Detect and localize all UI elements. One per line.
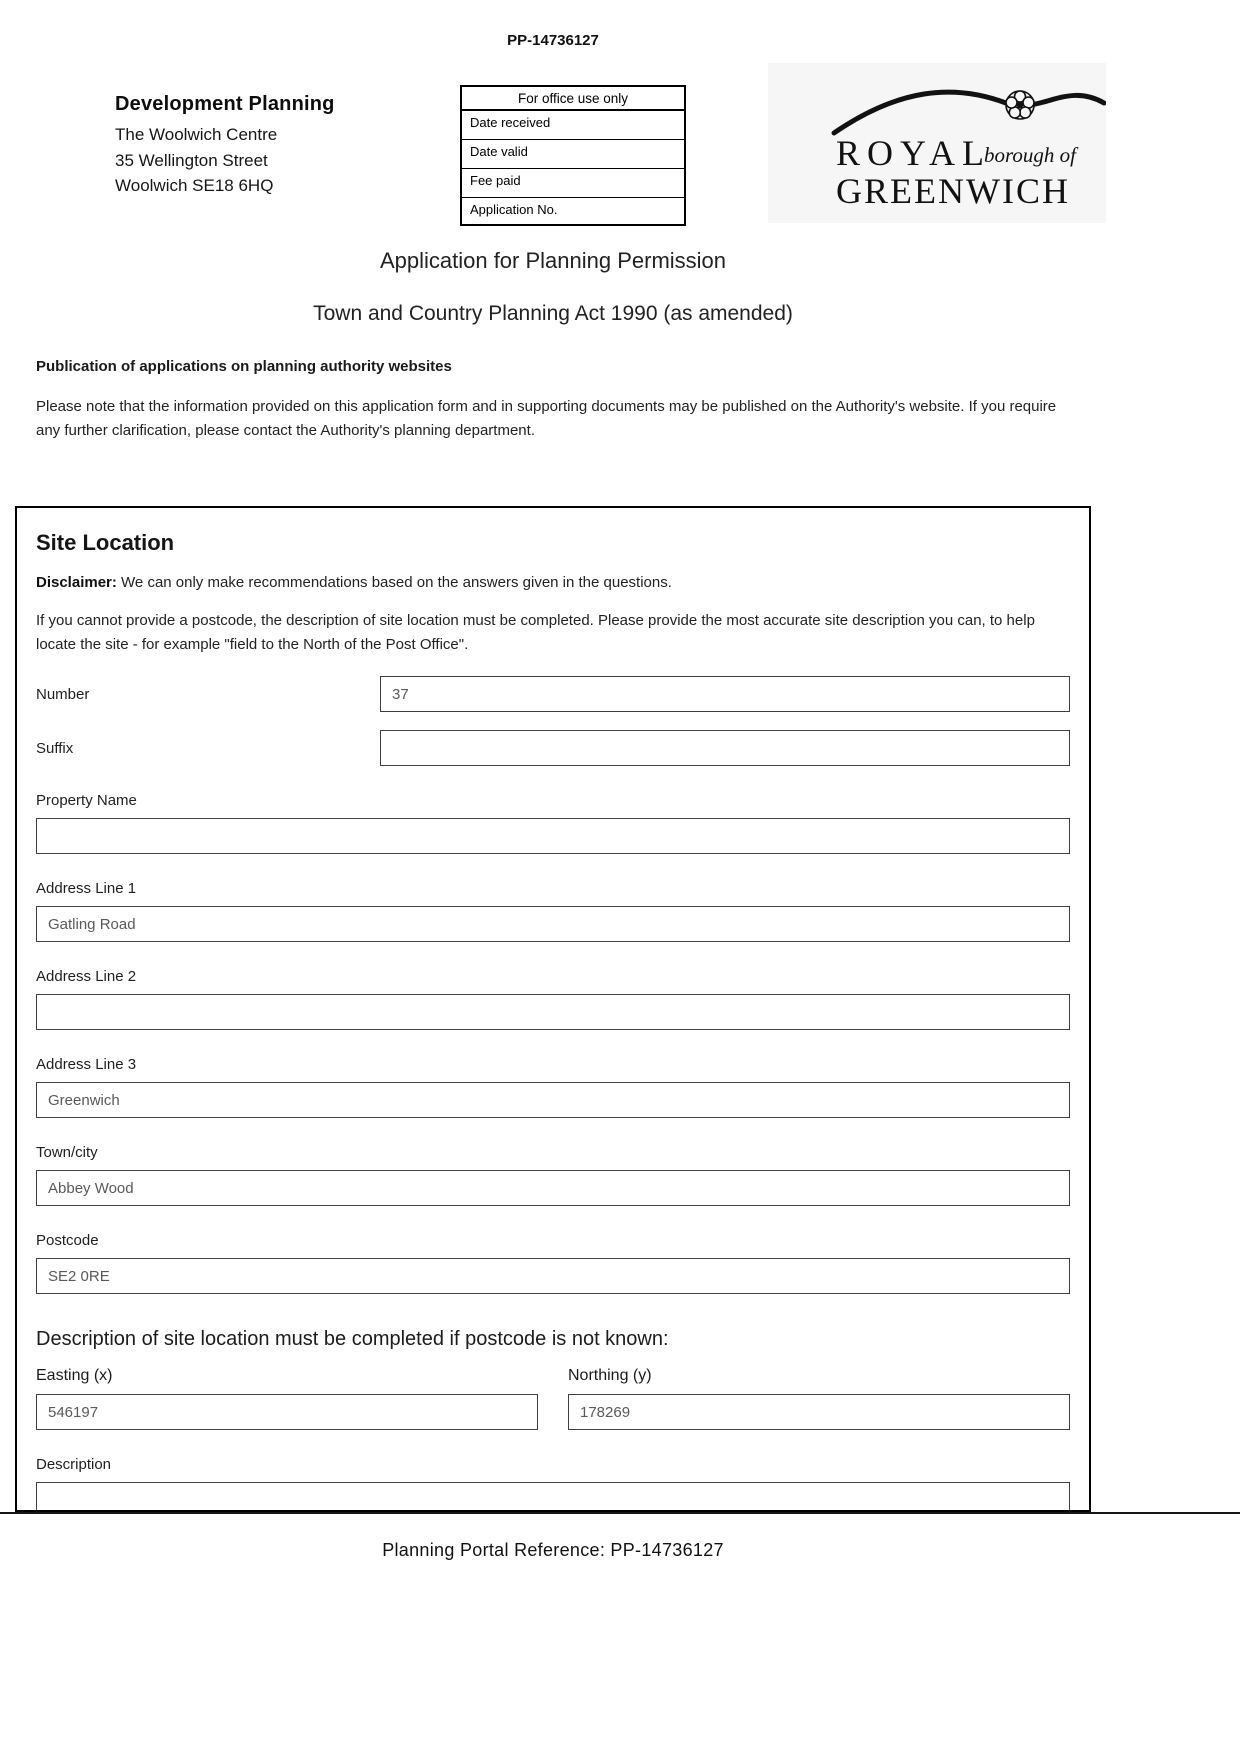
form-title: Application for Planning Permission [379,248,727,273]
easting-field [36,1367,538,1430]
northing-field [568,1367,1070,1430]
description-label: Description [36,1456,112,1474]
logo-text-greenwich: GREENWICH [836,171,1070,211]
number-input[interactable] [380,676,1070,712]
town-city-field [36,1144,1070,1206]
swoosh-icon [834,92,1104,133]
address-line-2-field [36,968,1070,1030]
rose-icon [1006,91,1034,119]
office-box-title: For office use only [462,87,684,111]
description-input[interactable] [36,1482,1070,1512]
address-line-3-input[interactable] [36,1082,1070,1118]
logo-text-royal: ROYAL [836,133,992,173]
authority-address-line: 35 Wellington Street [115,150,268,170]
address-line-1-field [36,880,1070,942]
address-line-1-label: Address Line 1 [36,880,137,898]
postcode-guidance-text: If you cannot provide a postcode, the description of site location must be completed. Please provide the most accurate site description you can, to help locate the site - for example "field to the North of the Post Office". [36,611,1035,654]
disclaimer-label: Disclaimer: [36,573,117,591]
number-field-row [36,676,1070,712]
authority-address-block [115,93,370,199]
office-field-application-no: Application No. [470,202,558,217]
address-line-3-field [36,1056,1070,1118]
office-field-date-valid: Date valid [462,140,684,169]
publication-body: Please note that the information provided on this application form and in supporting documents may be published on the Authority's website. If you require any further clarification, please contact the Authority's planning department. [36,398,1057,440]
description-section-heading: Description of site location must be completed if postcode is not known: [36,1328,669,1351]
town-city-input[interactable] [36,1170,1070,1206]
postcode-field [36,1232,1070,1294]
town-city-label: Town/city [36,1144,98,1162]
application-reference: PP-14736127 [507,32,599,49]
address-line-2-label: Address Line 2 [36,968,137,986]
address-line-3-label: Address Line 3 [36,1056,137,1074]
property-name-field [36,792,1070,854]
postcode-input[interactable] [36,1258,1070,1294]
planning-portal-reference: Planning Portal Reference: PP-14736127 [382,1539,724,1560]
greenwich-logo [768,63,1106,223]
description-field [36,1456,1070,1512]
page-bottom-divider [0,1512,1240,1514]
easting-label: Easting (x) [36,1367,113,1385]
disclaimer-body: We can only make recommendations based on the answers given in the questions. [116,573,672,591]
suffix-label: Suffix [36,739,74,757]
publication-heading: Publication of applications on planning authority websites [36,358,452,375]
footer [0,1540,1106,1561]
number-label: Number [36,685,90,703]
authority-address-line: Woolwich SE18 6HQ [115,176,274,195]
disclaimer-text [36,574,1070,591]
property-name-input[interactable] [36,818,1070,854]
suffix-field-row [36,730,1070,766]
office-field-date-received: Date received [462,111,684,140]
address-line-2-input[interactable] [36,994,1070,1030]
postcode-label: Postcode [36,1232,99,1250]
office-use-only-box [460,85,686,226]
property-name-label: Property Name [36,792,137,810]
site-location-section [15,506,1091,1512]
authority-name: Development Planning [115,93,335,115]
authority-address-line: The Woolwich Centre [115,125,278,144]
coordinates-row [36,1367,1070,1430]
easting-input[interactable] [36,1394,538,1430]
suffix-input[interactable] [380,730,1070,766]
greenwich-logo-svg [768,63,1106,223]
office-field-fee-paid: Fee paid [462,169,684,198]
form-header [0,63,1106,226]
form-subtitle: Town and Country Planning Act 1990 (as amended) [313,302,793,325]
northing-input[interactable] [568,1394,1070,1430]
northing-label: Northing (y) [568,1367,652,1385]
section-title: Site Location [36,529,175,555]
authority-address [115,122,370,199]
address-line-1-input[interactable] [36,906,1070,942]
logo-text-borough-of: borough of [984,143,1076,167]
